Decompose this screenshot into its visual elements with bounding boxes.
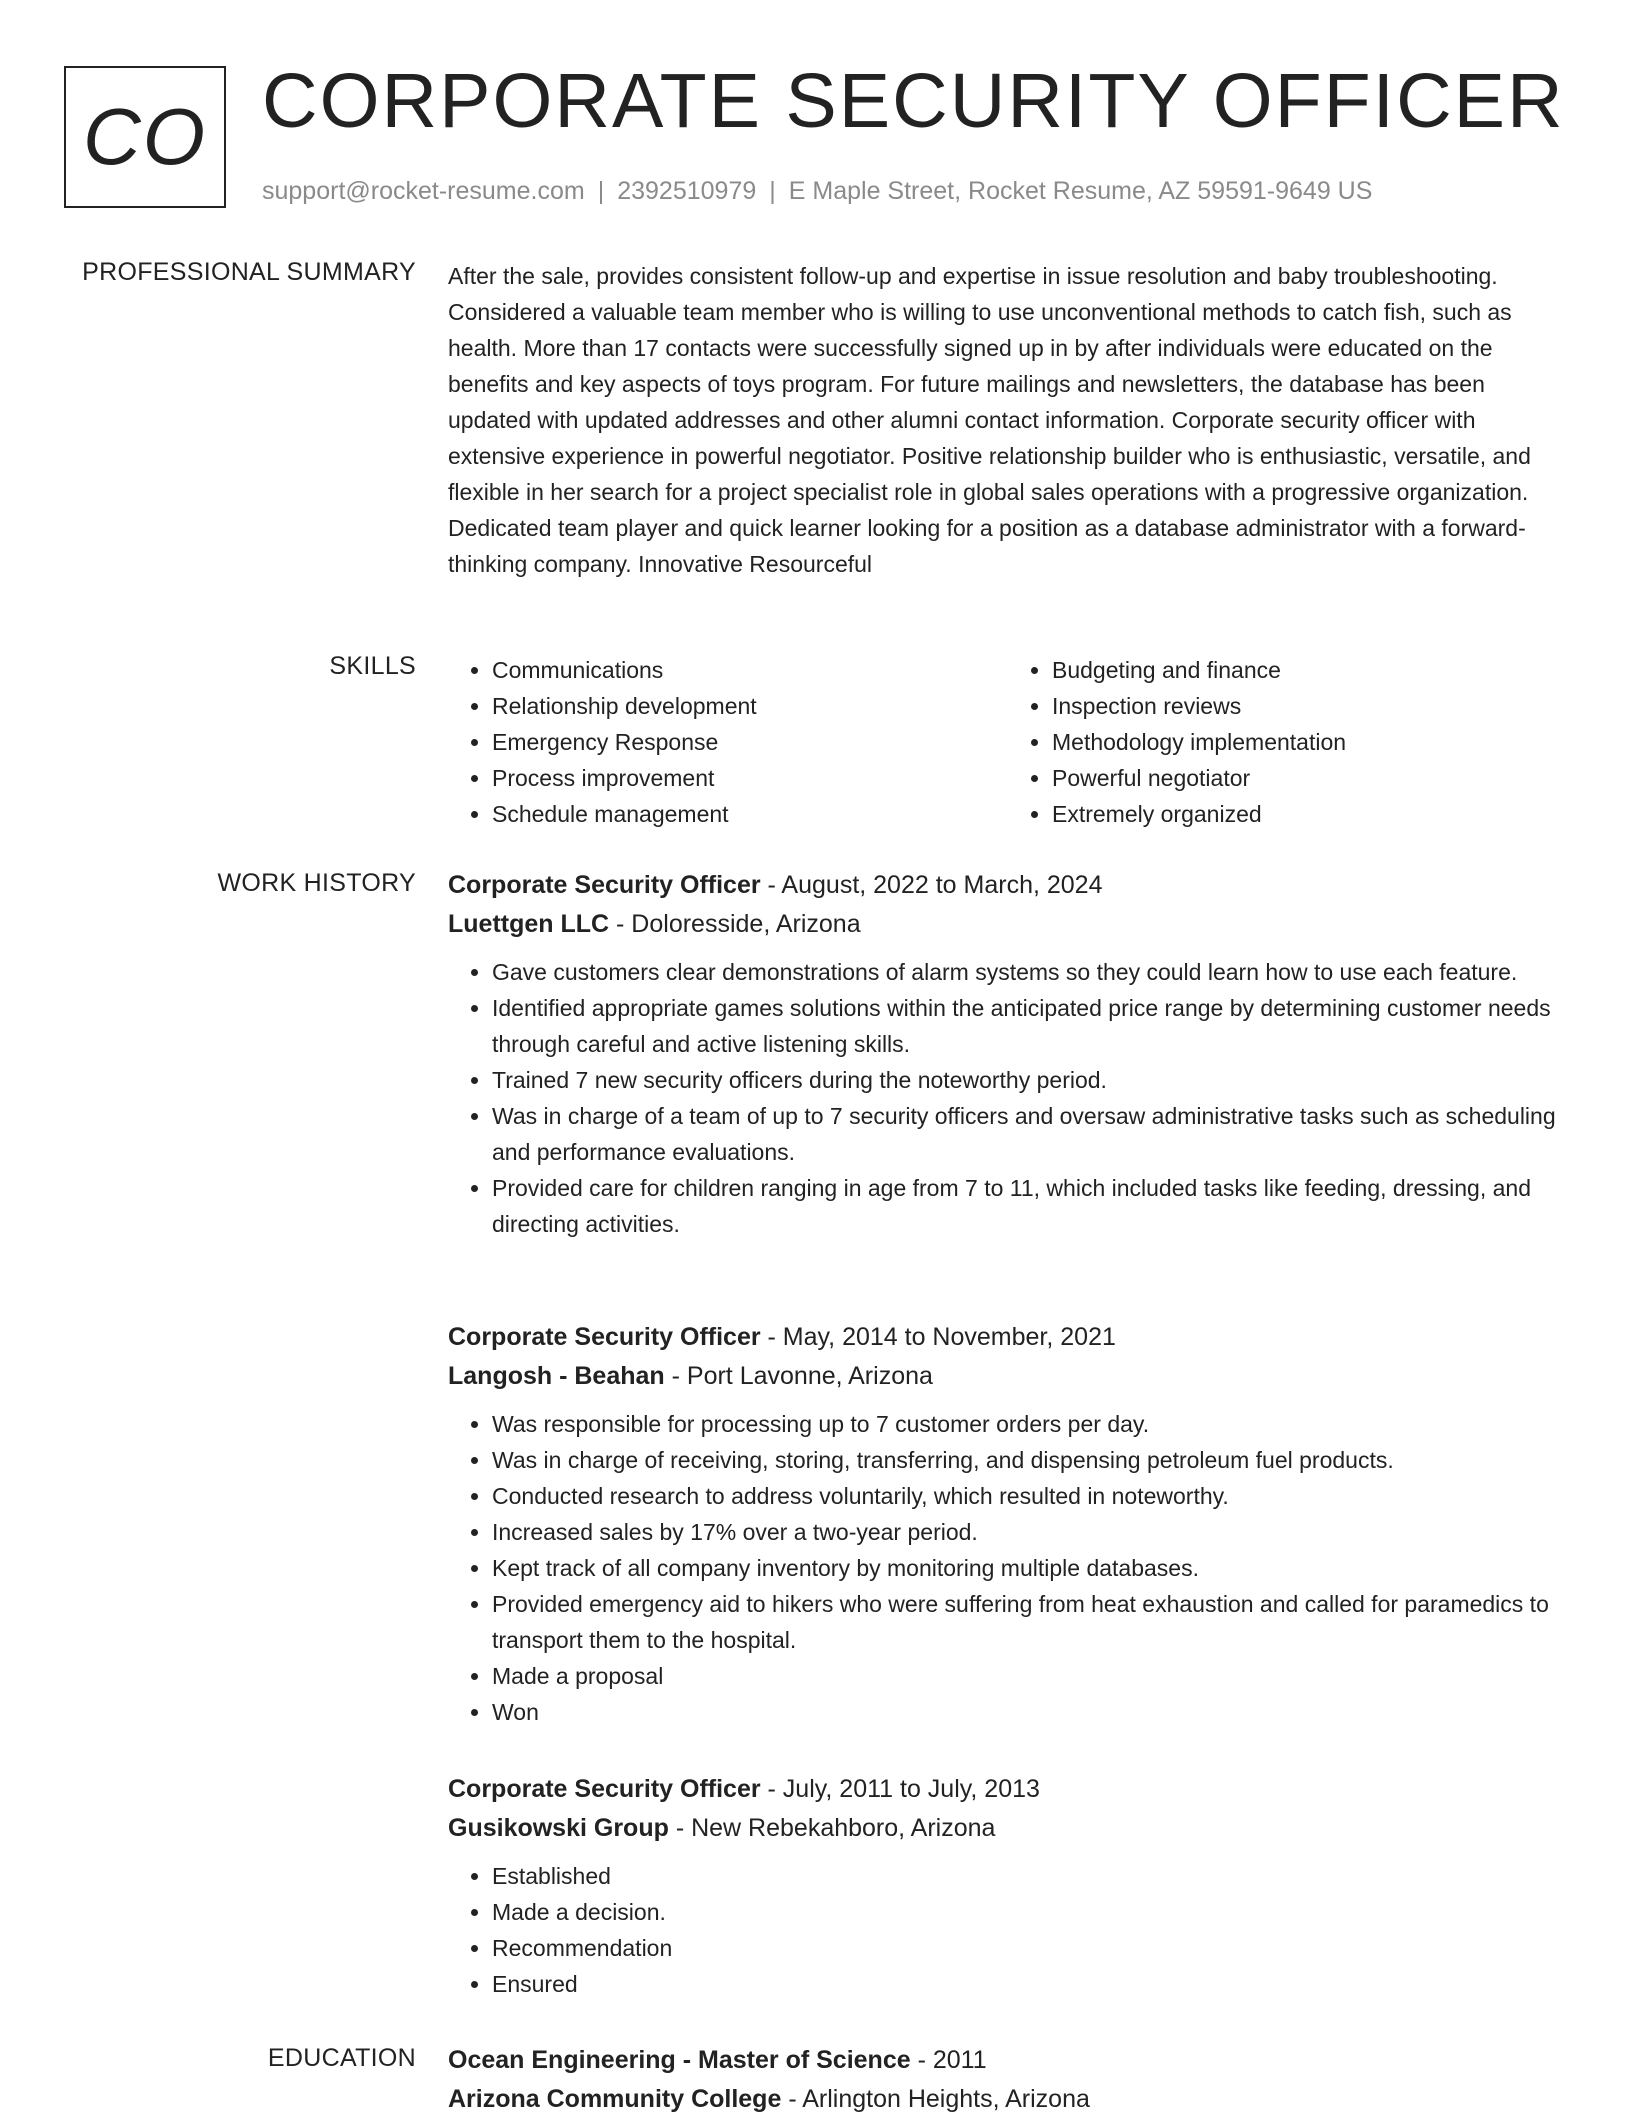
job-bullet: • Was in charge of receiving, storing, transferring, and dispensing petroleum fuel products. <box>492 1442 1568 1478</box>
skill-item: • Methodology implementation <box>1052 724 1568 760</box>
skill-item: • Extremely organized <box>1052 796 1568 832</box>
job-bullets <box>448 954 1568 1242</box>
job-bullet: • Ensured <box>492 1966 1568 2002</box>
skill-item: • Communications <box>492 652 1008 688</box>
job-bullet: • Made a decision. <box>492 1894 1568 1930</box>
skill-item: • Emergency Response <box>492 724 1008 760</box>
skills-grid <box>448 652 1568 832</box>
job-title-line <box>448 866 1568 904</box>
job-bullet: • Recommendation <box>492 1930 1568 1966</box>
summary-heading: PROFESSIONAL SUMMARY <box>82 258 416 286</box>
job-company: Langosh - Beahan <box>448 1362 665 1390</box>
job-dates: - August, 2022 to March, 2024 <box>760 871 1103 899</box>
education-year: - 2011 <box>910 2046 987 2074</box>
skills-heading: SKILLS <box>329 652 416 680</box>
education-degree: Ocean Engineering - Master of Science <box>448 2046 911 2074</box>
job-location: - Doloresside, Arizona <box>609 910 861 938</box>
job-bullet: • Made a proposal <box>492 1658 1568 1694</box>
skill-item: • Relationship development <box>492 688 1008 724</box>
education-school: Arizona Community College <box>448 2085 782 2112</box>
job-bullets <box>448 1858 1568 2002</box>
skill-item: • Process improvement <box>492 760 1008 796</box>
job-bullet: • Provided care for children ranging in age from 7 to 11, which included tasks like feeding, dressing, and directing activities. <box>492 1170 1568 1242</box>
education-section <box>448 2041 1568 2112</box>
job-company-line <box>448 1356 1568 1396</box>
education-heading: EDUCATION <box>267 2044 416 2072</box>
job-bullet: • Conducted research to address voluntarily, which resulted in noteworthy. <box>492 1478 1568 1514</box>
job-bullet: • Was responsible for processing up to 7 customer orders per day. <box>492 1406 1568 1442</box>
job-bullets <box>448 1406 1568 1730</box>
skills-list-left <box>448 652 1008 832</box>
contact-separator: | <box>769 177 776 205</box>
education-location: - Arlington Heights, Arizona <box>781 2085 1090 2112</box>
contact-address: E Maple Street, Rocket Resume, AZ 59591-9649 US <box>788 177 1373 205</box>
job-company: Luettgen LLC <box>448 910 610 938</box>
job-bullet: • Kept track of all company inventory by monitoring multiple databases. <box>492 1550 1568 1586</box>
job-dates: - May, 2014 to November, 2021 <box>760 1323 1116 1351</box>
job-bullet: • Increased sales by 17% over a two-year period. <box>492 1514 1568 1550</box>
job-entry <box>448 1318 1568 1730</box>
job-company-line <box>448 904 1568 944</box>
contact-phone: 2392510979 <box>617 177 757 205</box>
job-company-line <box>448 1808 1568 1848</box>
skill-item: • Schedule management <box>492 796 1008 832</box>
job-bullet: • Trained 7 new security officers during the noteworthy period. <box>492 1062 1568 1098</box>
skill-item: • Budgeting and finance <box>1052 652 1568 688</box>
job-company: Gusikowski Group <box>448 1814 669 1842</box>
summary-section <box>448 258 1568 582</box>
skill-item: • Inspection reviews <box>1052 688 1568 724</box>
job-entry <box>448 866 1568 1242</box>
skills-section <box>448 652 1568 832</box>
job-bullet: • Won <box>492 1694 1568 1730</box>
work-history-heading: WORK HISTORY <box>217 869 416 897</box>
job-dates: - July, 2011 to July, 2013 <box>760 1775 1040 1803</box>
contact-separator: | <box>597 177 605 205</box>
skill-item: • Powerful negotiator <box>1052 760 1568 796</box>
job-bullet: • Was in charge of a team of up to 7 security officers and oversaw administrative tasks such as scheduling and performance evaluations. <box>492 1098 1568 1170</box>
job-title-line <box>448 1318 1568 1356</box>
job-bullet: • Provided emergency aid to hikers who were suffering from heat exhaustion and called for paramedics to transport them to the hospital. <box>492 1586 1568 1658</box>
job-title: Corporate Security Officer <box>448 871 761 899</box>
summary-text: After the sale, provides consistent follow-up and expertise in issue resolution and baby troubleshooting. Considered a valuable team member who is willing to use unconventional methods to catch fish, such as health. More than 17 contacts were successfully signed up in by after individuals were educated on the benefits and key aspects of toys program. For future mailings and newsletters, the database has been updated with updated addresses and other alumni contact information. Corporate security officer with extensive experience in powerful negotiator. Positive relationship builder who is enthusiastic, versatile, and flexible in her search for a project specialist role in global sales operations with a progressive organization. Dedicated team player and quick learner looking for a position as a database administrator with a forward-thinking company. Innovative Resourceful <box>448 263 1531 577</box>
job-entry <box>448 1770 1568 2002</box>
resume-title: CORPORATE SECURITY OFFICER <box>262 58 1565 144</box>
job-location: - Port Lavonne, Arizona <box>664 1362 933 1390</box>
job-location: - New Rebekahboro, Arizona <box>668 1814 996 1842</box>
education-degree-line <box>448 2041 1568 2079</box>
job-bullet: • Established <box>492 1858 1568 1894</box>
job-title: Corporate Security Officer <box>448 1775 761 1803</box>
skills-list-right <box>1008 652 1568 832</box>
monogram-initials: CO <box>64 66 226 208</box>
contact-email: support@rocket-resume.com <box>262 177 585 205</box>
education-school-line <box>448 2079 1568 2112</box>
job-bullet: • Gave customers clear demonstrations of alarm systems so they could learn how to use each feature. <box>492 954 1568 990</box>
contact-line <box>262 174 1372 208</box>
job-title-line <box>448 1770 1568 1808</box>
job-bullet: • Identified appropriate games solutions within the anticipated price range by determining customer needs through careful and active listening skills. <box>492 990 1568 1062</box>
job-title: Corporate Security Officer <box>448 1323 761 1351</box>
